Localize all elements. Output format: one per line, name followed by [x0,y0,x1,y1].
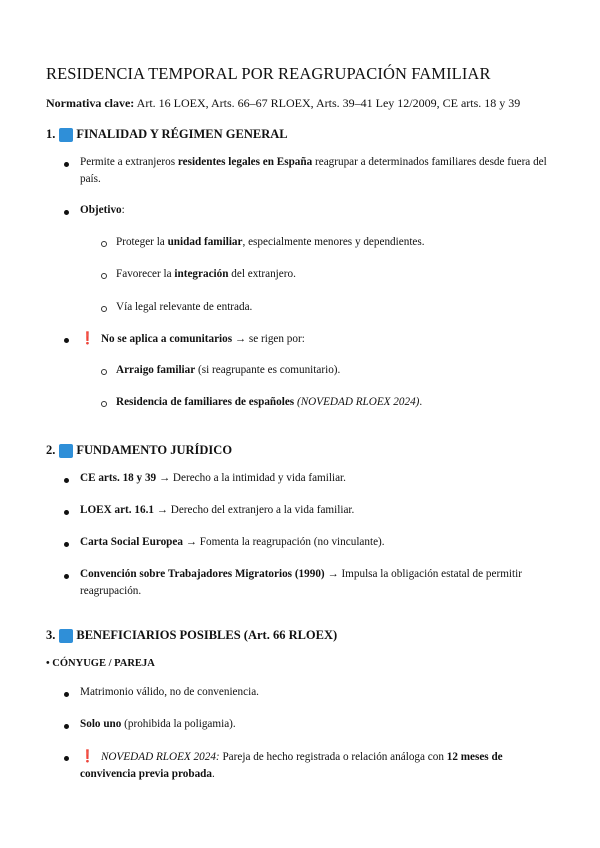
section-1-number: 1. [46,127,56,141]
subheading-conyuge: • CÓNYUGE / PAREJA [46,658,155,669]
list-item [80,154,550,188]
bullet-icon [64,574,69,579]
text-bold: Arraigo familiar [116,364,196,376]
bullet-icon [64,542,69,547]
text-bold: 12 meses de convivencia previa probada [80,751,503,780]
exclamation-icon: ❗ [80,331,95,345]
text-bold: LOEX art. 16.1 [80,504,154,516]
blue-square-icon [59,629,73,643]
text: del extranjero. [228,268,296,280]
normativa-line [46,96,520,111]
sub-bullet-icon [101,369,107,375]
list-item [116,362,546,379]
section-2-heading [46,443,232,458]
bullet-icon [64,724,69,729]
text-bold: residentes legales en España [177,156,313,168]
bullet-icon [64,210,69,215]
normativa-text: Art. 16 LOEX, Arts. 66–67 RLOEX, Arts. 39–41 Ley 12/2009, CE arts. 18 y 39 [134,96,521,110]
text: → se rigen por: [232,333,305,345]
list-item [80,534,550,551]
sub-bullet-icon [101,306,107,312]
section-3-number: 3. [46,628,56,642]
text-italic: NOVEDAD RLOEX 2024: [100,751,220,763]
exclamation-icon: ❗ [80,749,95,763]
blue-square-icon [59,444,73,458]
text: (prohibida la poligamia). [121,718,236,730]
bullet-icon [64,162,69,167]
section-3-title: BENEFICIARIOS POSIBLES (Art. 66 RLOEX) [76,628,338,642]
text: : [121,204,125,216]
section-1-heading [46,127,288,142]
section-3-heading [46,628,337,643]
text: reagrupar a determinados familiares desde fuera del país. [80,156,547,185]
list-item [116,234,546,251]
text-bold: Solo uno [80,718,122,730]
list-item: Vía legal relevante de entrada. [116,301,253,313]
text: Pareja de hecho registrada o relación análoga con [219,751,447,763]
list-item: Matrimonio válido, no de conveniencia. [80,686,259,698]
list-item [80,748,550,783]
text-bold: Convención sobre Trabajadores Migratorios (1990) [80,568,325,580]
text: (si reagrupante es comunitario). [195,364,341,376]
list-item [80,502,550,519]
bullet-icon [64,338,69,343]
text: . [211,768,215,780]
normativa-label: Normativa clave: [46,96,135,110]
bullet-icon [64,510,69,515]
text-bold: Residencia de familiares de españoles [116,396,295,408]
text: Favorecer la [116,268,175,280]
text: , especialmente menores y dependientes. [242,236,425,248]
list-item [116,266,546,283]
text: → Derecho del extranjero a la vida familiar. [153,504,355,516]
text: Permite a extranjeros [80,156,178,168]
section-2-title: FUNDAMENTO JURÍDICO [76,443,233,457]
list-item [80,330,550,348]
sub-bullet-icon [101,241,107,247]
list-item [80,716,550,733]
bullet-icon [64,756,69,761]
text-bold: integración [174,268,229,280]
bullet-icon [64,692,69,697]
text-bold: CE arts. 18 y 39 [80,472,157,484]
text-italic: (NOVEDAD RLOEX 2024) [294,396,420,408]
page-title: RESIDENCIA TEMPORAL POR REAGRUPACIÓN FAMILIAR [46,64,491,83]
text-bold: Carta Social Europea [80,536,183,548]
text: → Impulsa la obligación estatal de permitir reagrupación. [80,568,522,597]
section-2-number: 2. [46,443,56,457]
text: → Fomenta la reagrupación (no vinculante). [182,536,385,548]
text: → Derecho a la intimidad y vida familiar. [156,472,346,484]
text: Proteger la [116,236,168,248]
list-item [80,566,550,600]
sub-bullet-icon [101,401,107,407]
bullet-icon [64,478,69,483]
sub-bullet-icon [101,273,107,279]
list-item [116,394,546,411]
text: . [419,396,423,408]
text-bold: Objetivo [80,204,122,216]
text-bold: unidad familiar [167,236,243,248]
text-bold: No se aplica a comunitarios [100,333,233,345]
section-1-title: FINALIDAD Y RÉGIMEN GENERAL [76,127,288,141]
blue-square-icon [59,128,73,142]
list-item [80,470,550,487]
list-item [80,202,550,219]
